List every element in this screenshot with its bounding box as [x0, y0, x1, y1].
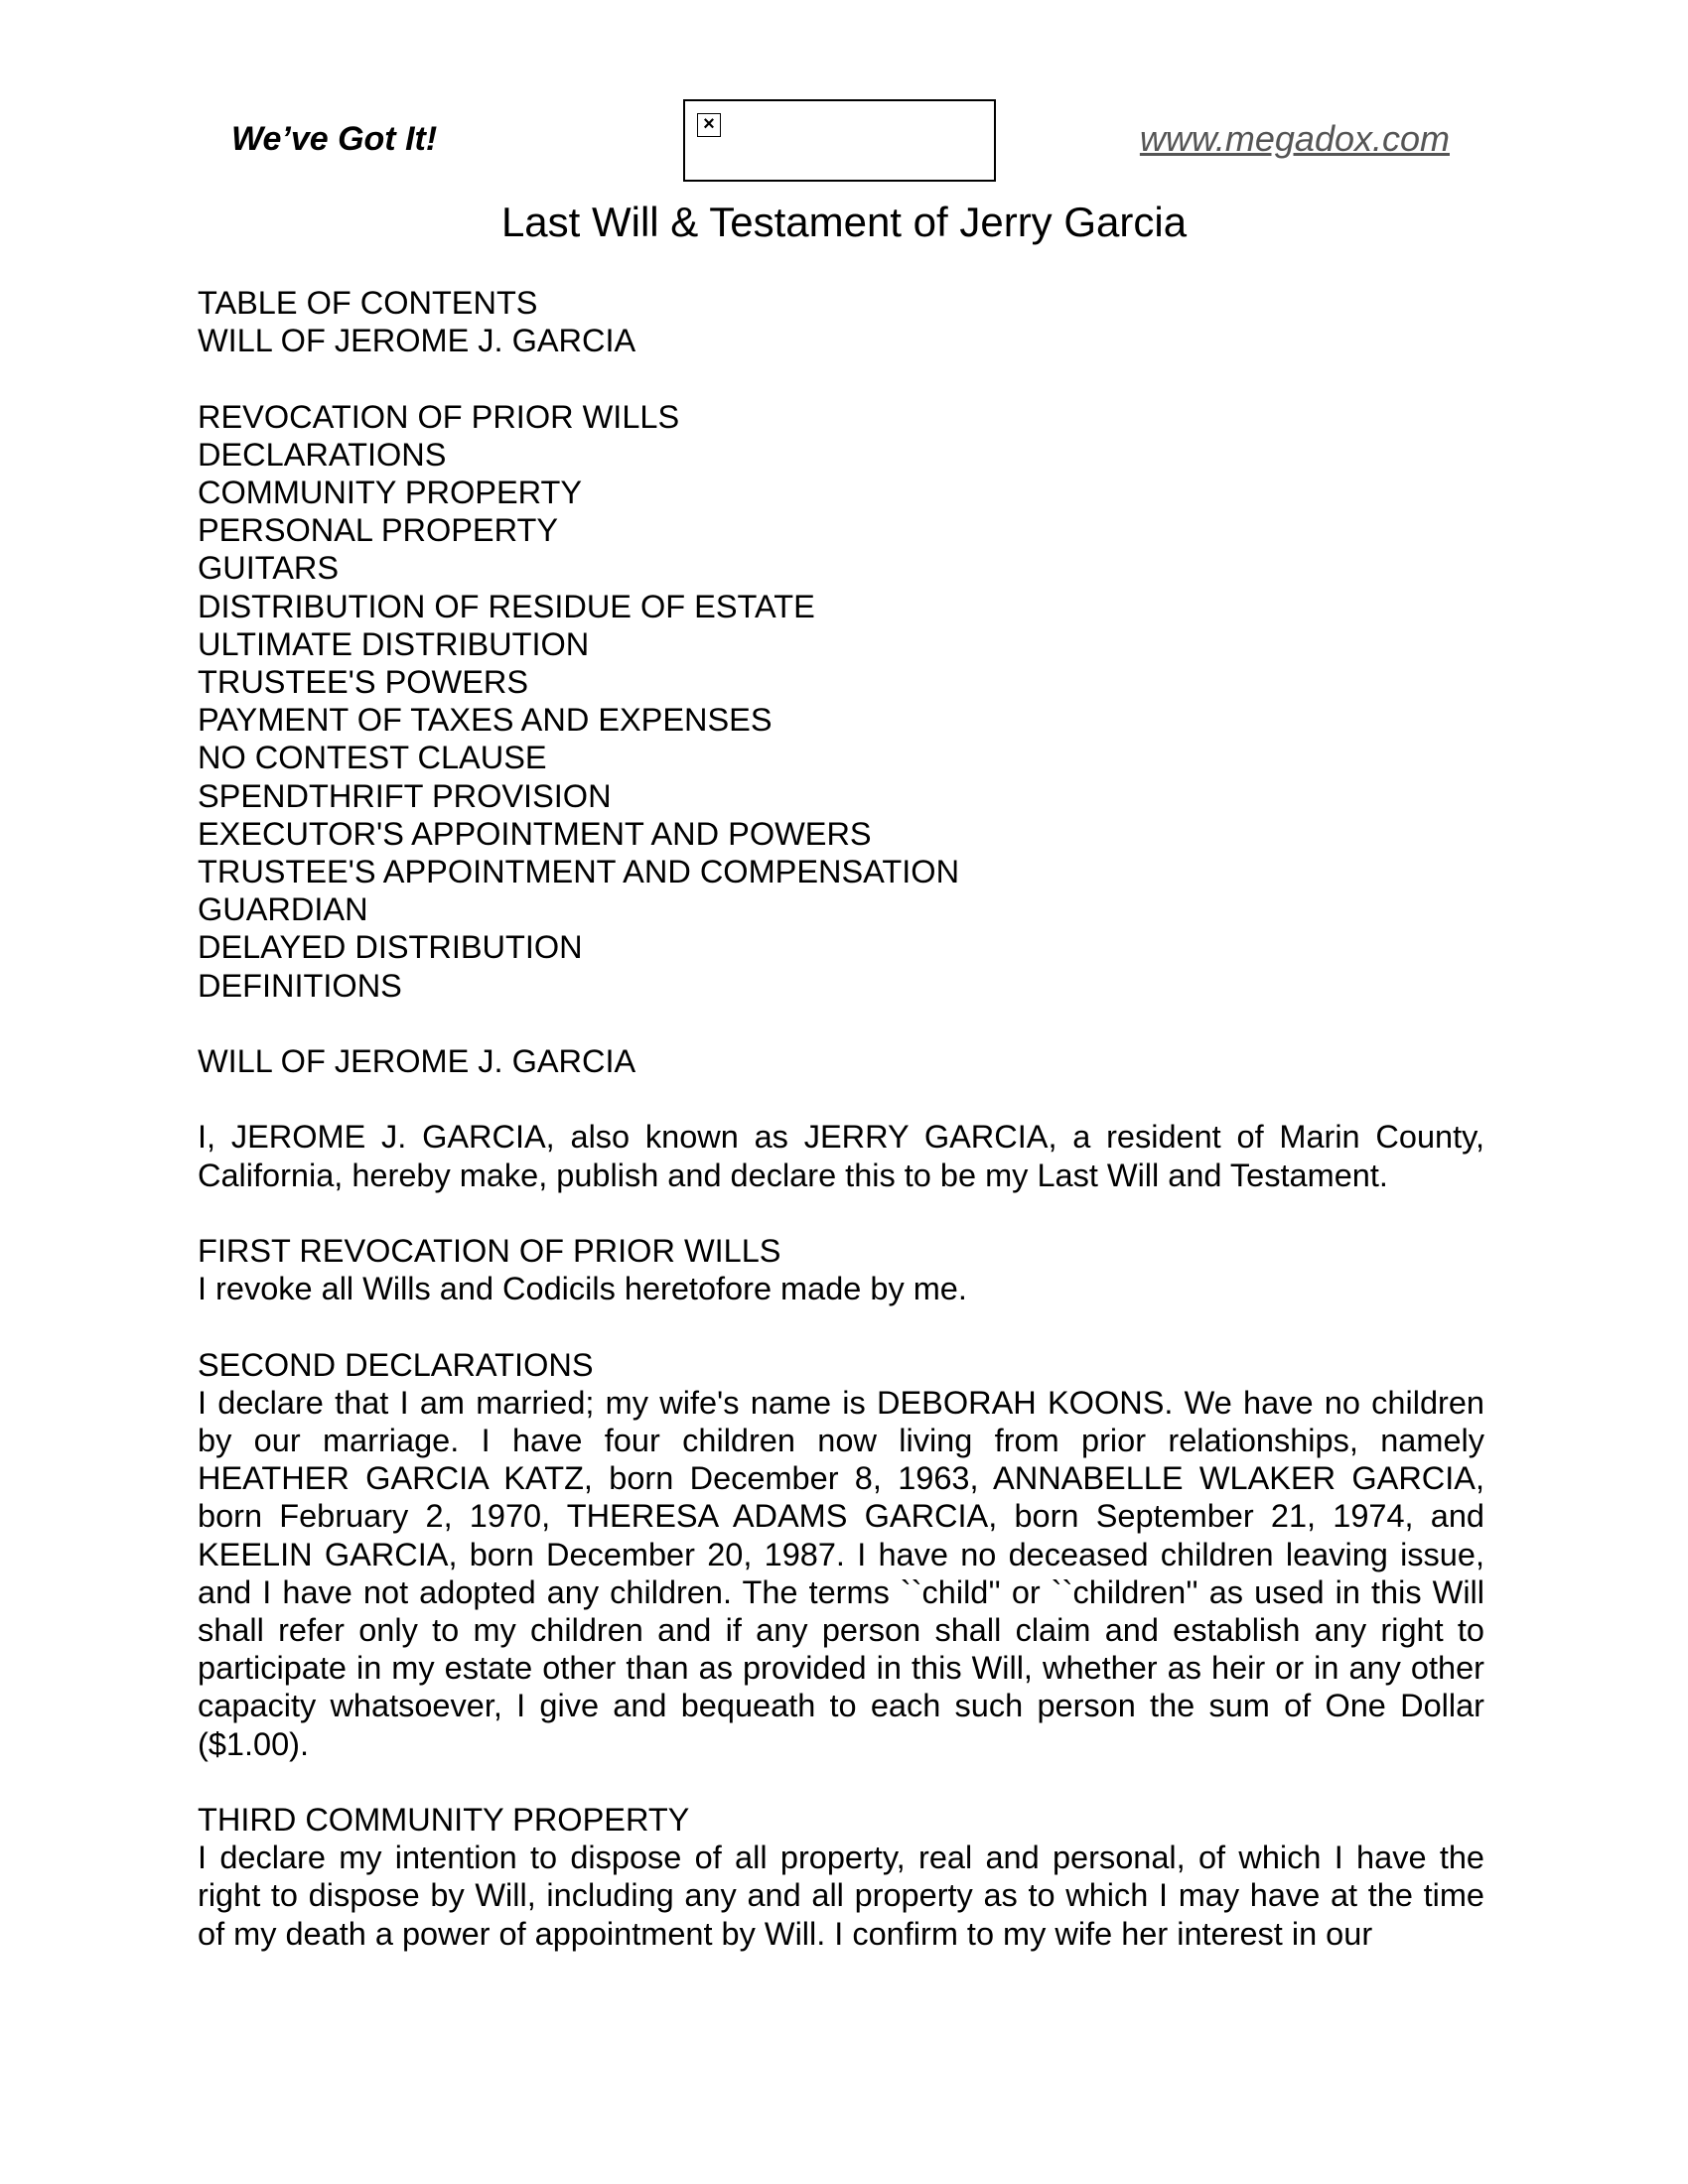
- document-body: [198, 284, 1484, 1953]
- toc-item: GUARDIAN: [198, 891, 368, 928]
- will-heading: WILL OF JEROME J. GARCIA: [198, 1043, 636, 1080]
- section-heading: FIRST REVOCATION OF PRIOR WILLS: [198, 1233, 781, 1270]
- toc-item: GUITARS: [198, 550, 340, 587]
- document-title: Last Will & Testament of Jerry Garcia: [500, 199, 1188, 245]
- toc-item: TRUSTEE'S POWERS: [198, 664, 529, 701]
- section-heading: THIRD COMMUNITY PROPERTY: [198, 1802, 690, 1839]
- toc-item: DECLARATIONS: [198, 436, 447, 473]
- table-of-contents: [198, 398, 1484, 1005]
- section-text: I declare my intention to dispose of all property, real and personal, of which I have the right to dispose by Will, including any and all property as to which I may have at the time of my death a power of appointment by Will. I confirm to my wife her interest in our: [198, 1840, 1484, 1952]
- toc-item: REVOCATION OF PRIOR WILLS: [198, 398, 680, 435]
- section-text: I revoke all Wills and Codicils heretofore made by me.: [198, 1271, 967, 1307]
- toc-item: SPENDTHRIFT PROVISION: [198, 777, 612, 814]
- toc-item: ULTIMATE DISTRIBUTION: [198, 625, 590, 662]
- section-text: I declare that I am married; my wife's name is DEBORAH KOONS. We have no children by our marriage. I have four children now living from prior relationships, namely HEATHER GARCIA KATZ, born December 8, 1963, ANNABELLE WLAKER GARCIA, born February 2, 1970, THERESA ADAMS GARCIA, born September 21, 1974, and KEELIN GARCIA, born December 20, 1987. I have no deceased children leaving issue, and I have not adopted any children. The terms ``child'' or ``children'' as used in this Will shall refer only to my children and if any person shall claim and establish any right to participate in my estate other than as provided in this Will, whether as heir or in any other capacity whatsoever, I give and bequeath to each such person the sum of One Dollar ($1.00).: [198, 1384, 1484, 1762]
- toc-item: TRUSTEE'S APPOINTMENT AND COMPENSATION: [198, 854, 960, 890]
- toc-item: DEFINITIONS: [198, 967, 402, 1004]
- toc-item: COMMUNITY PROPERTY: [198, 475, 583, 510]
- header-image-placeholder: [683, 99, 996, 182]
- toc-heading: TABLE OF CONTENTS: [198, 285, 538, 321]
- website-link[interactable]: www.megadox.com: [1139, 118, 1450, 159]
- toc-item: EXECUTOR'S APPOINTMENT AND POWERS: [198, 815, 872, 852]
- section-heading: SECOND DECLARATIONS: [198, 1346, 594, 1383]
- toc-item: PERSONAL PROPERTY: [198, 512, 559, 549]
- broken-image-icon: ×: [697, 113, 721, 137]
- will-intro-paragraph: I, JEROME J. GARCIA, also known as JERRY GARCIA, a resident of Marin County, California, hereby make, publish and declare this to be my Last Will and Testament.: [198, 1119, 1484, 1193]
- tagline: We’ve Got It!: [231, 120, 438, 158]
- toc-item: NO CONTEST CLAUSE: [198, 740, 547, 776]
- toc-subheading: WILL OF JEROME J. GARCIA: [198, 323, 636, 359]
- toc-item: DELAYED DISTRIBUTION: [198, 929, 583, 966]
- toc-item: PAYMENT OF TAXES AND EXPENSES: [198, 702, 773, 739]
- toc-item: DISTRIBUTION OF RESIDUE OF ESTATE: [198, 588, 815, 624]
